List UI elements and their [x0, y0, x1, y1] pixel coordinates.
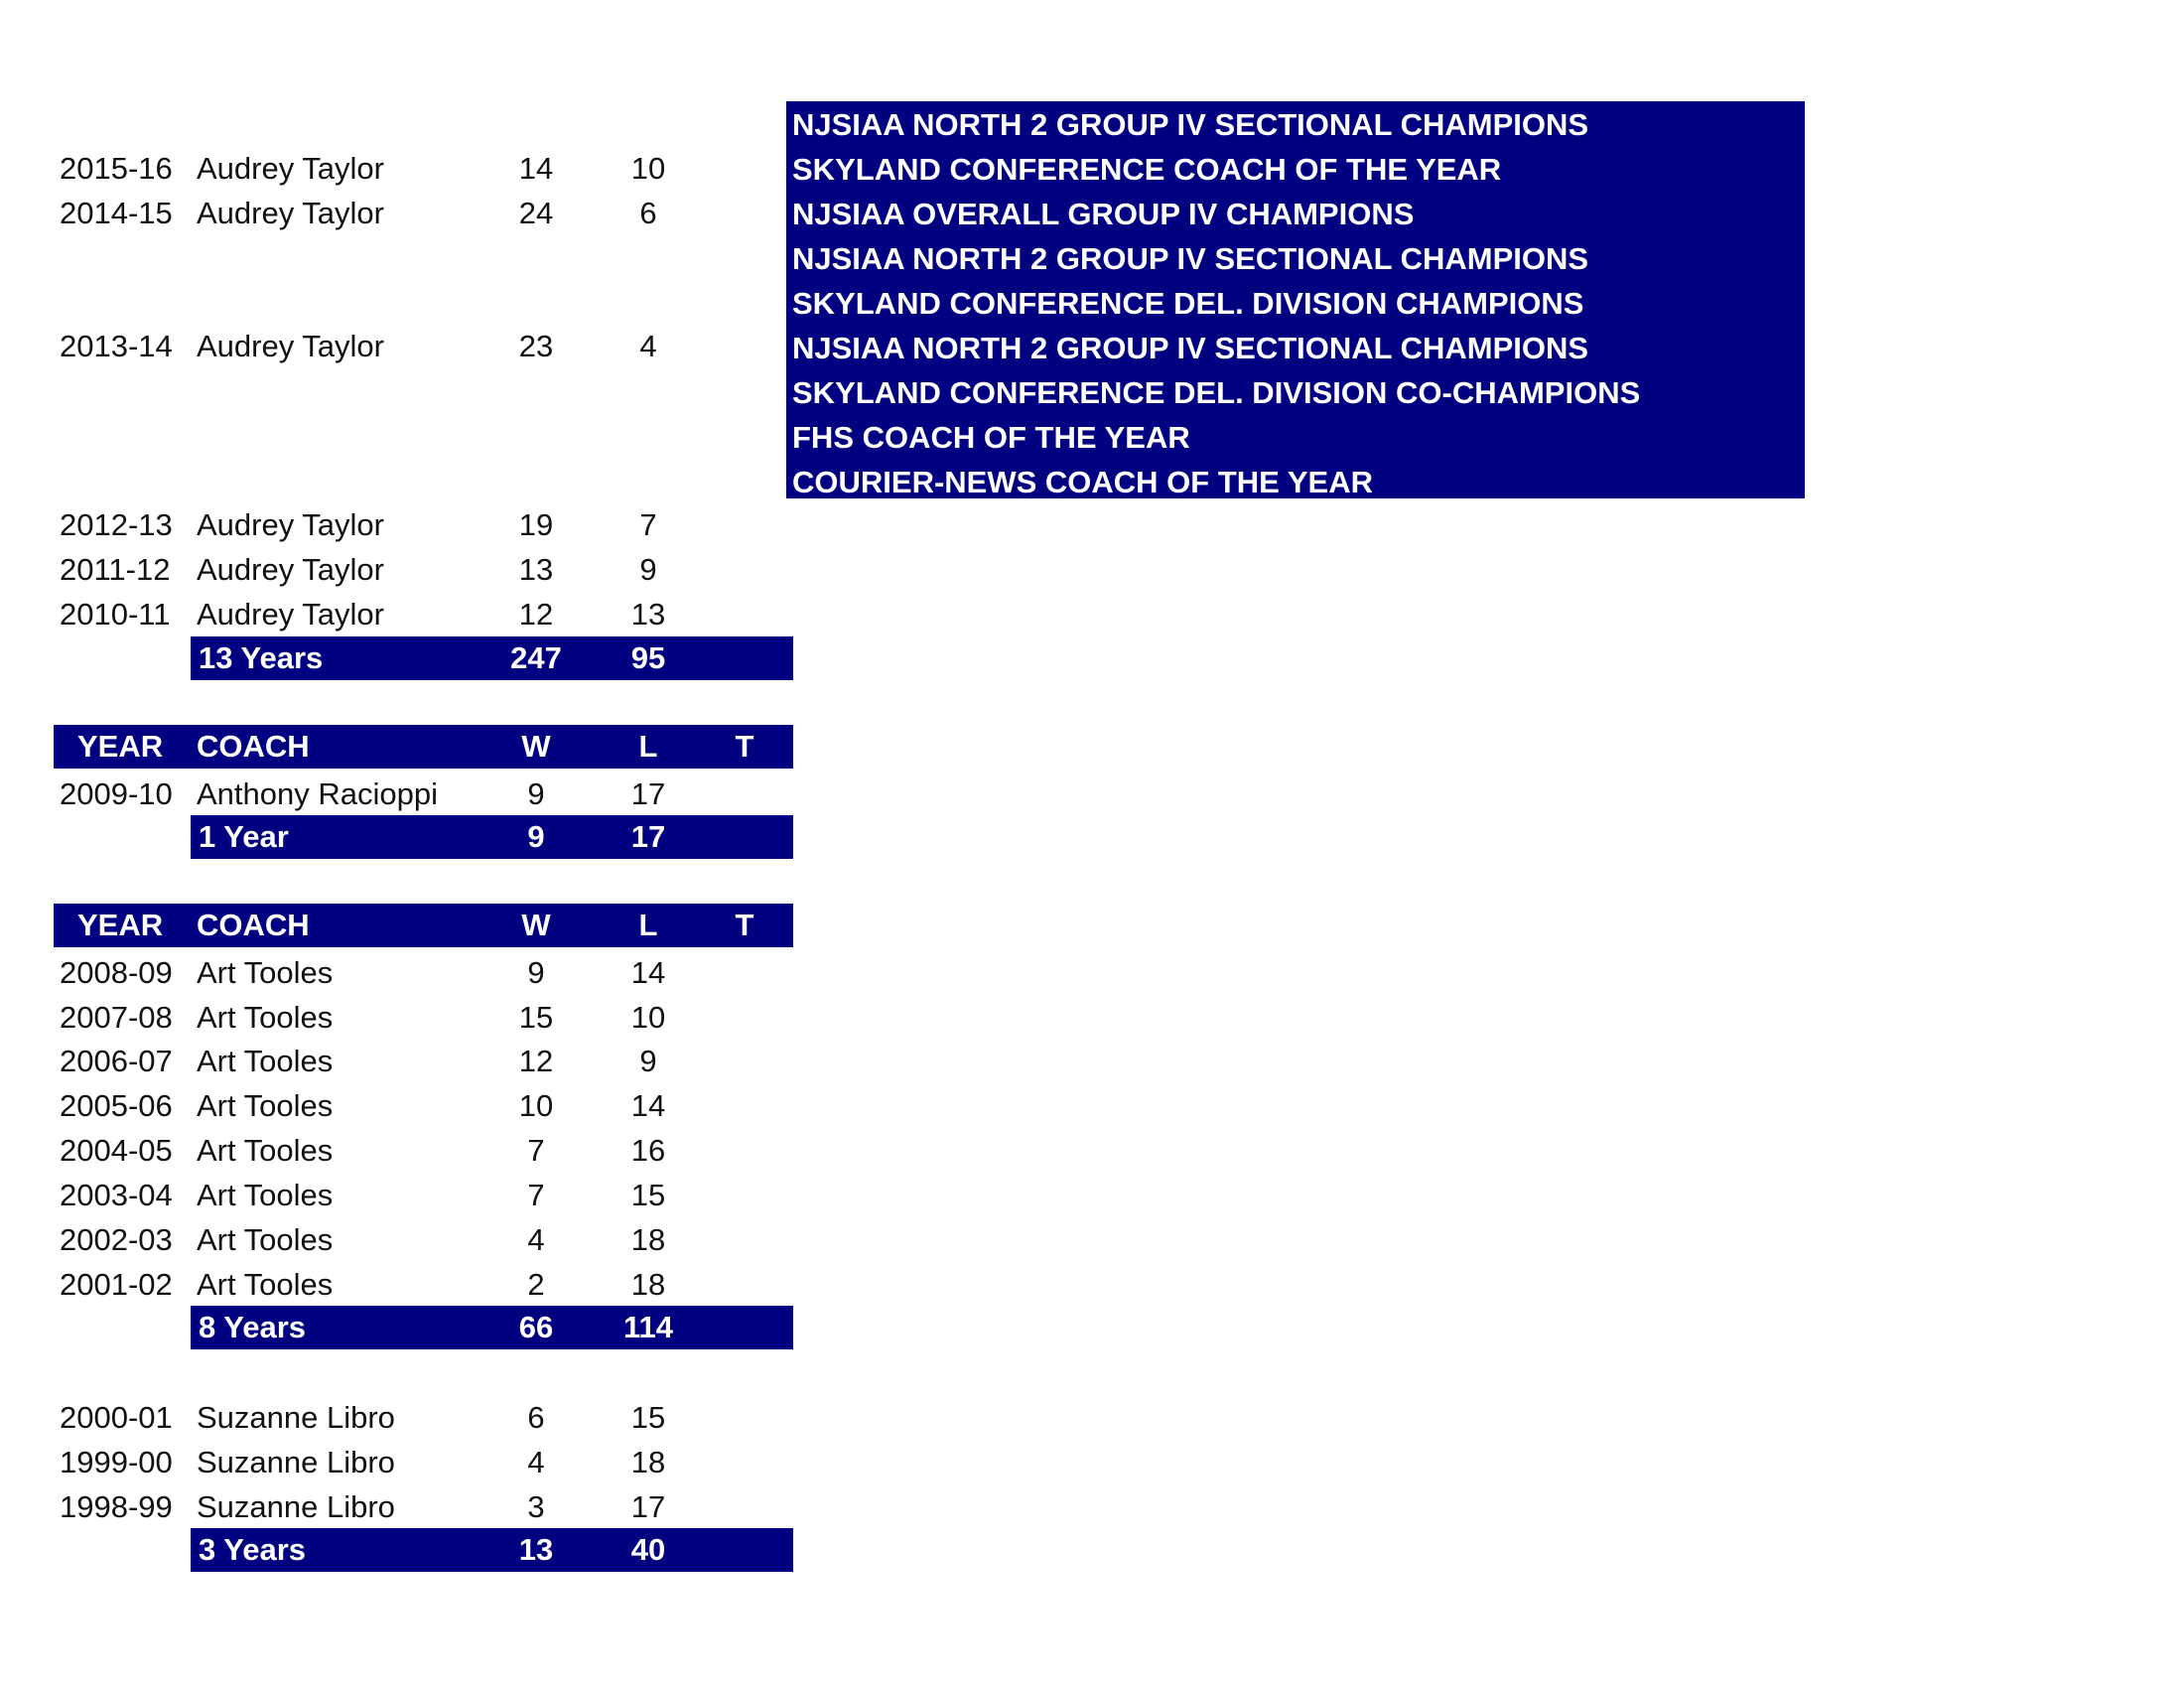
coach-cell: Art Tooles — [197, 1133, 334, 1168]
coach-cell: Art Tooles — [197, 1088, 334, 1123]
losses-cell: 7 — [639, 507, 657, 542]
honor-line: NJSIAA OVERALL GROUP IV CHAMPIONS — [792, 197, 1415, 231]
honor-line: SKYLAND CONFERENCE COACH OF THE YEAR — [792, 152, 1502, 187]
coach-cell: Audrey Taylor — [197, 329, 384, 363]
year-cell: 2015-16 — [60, 151, 173, 186]
total-label: 3 Years — [199, 1532, 307, 1567]
header-l: L — [638, 729, 658, 764]
wins-cell: 10 — [518, 1088, 554, 1123]
honor-line: SKYLAND CONFERENCE DEL. DIVISION CO-CHAMPIONS — [792, 375, 1641, 410]
wins-cell: 12 — [518, 1044, 554, 1078]
year-cell: 2012-13 — [60, 507, 173, 542]
header-t: T — [735, 908, 754, 942]
table-header — [54, 904, 793, 947]
coach-cell: Art Tooles — [197, 1044, 334, 1078]
wins-cell: 2 — [527, 1267, 545, 1302]
total-wins: 247 — [510, 640, 562, 675]
coach-cell: Audrey Taylor — [197, 196, 384, 230]
coach-cell: Audrey Taylor — [197, 151, 384, 186]
year-cell: 1998-99 — [60, 1489, 173, 1524]
total-losses: 114 — [622, 1310, 673, 1344]
total-label: 8 Years — [199, 1310, 307, 1344]
wins-cell: 4 — [527, 1222, 545, 1257]
wins-cell: 9 — [527, 776, 545, 811]
losses-cell: 18 — [630, 1445, 666, 1479]
wins-cell: 7 — [527, 1133, 545, 1168]
losses-cell: 6 — [639, 196, 657, 230]
total-losses: 95 — [630, 640, 666, 675]
coach-cell: Art Tooles — [197, 955, 334, 990]
year-cell: 2005-06 — [60, 1088, 173, 1123]
year-cell: 2013-14 — [60, 329, 173, 363]
coach-cell: Suzanne Libro — [197, 1489, 395, 1524]
losses-cell: 17 — [630, 1489, 666, 1524]
coach-cell: Audrey Taylor — [197, 552, 384, 587]
table-header — [54, 725, 793, 769]
total-label: 13 Years — [199, 640, 324, 675]
honor-line: COURIER-NEWS COACH OF THE YEAR — [792, 465, 1374, 499]
losses-cell: 9 — [639, 552, 657, 587]
honor-line: FHS COACH OF THE YEAR — [792, 420, 1190, 455]
total-label: 1 Year — [199, 819, 289, 854]
total-losses: 17 — [630, 819, 666, 854]
header-coach: COACH — [197, 729, 310, 764]
losses-cell: 14 — [630, 955, 666, 990]
total-wins: 9 — [527, 819, 545, 854]
losses-cell: 15 — [630, 1400, 666, 1435]
wins-cell: 14 — [518, 151, 554, 186]
year-cell: 2008-09 — [60, 955, 173, 990]
header-year: YEAR — [77, 729, 164, 764]
year-cell: 1999-00 — [60, 1445, 173, 1479]
header-w: W — [521, 729, 551, 764]
year-cell: 2006-07 — [60, 1044, 173, 1078]
year-cell: 2001-02 — [60, 1267, 173, 1302]
honor-line: SKYLAND CONFERENCE DEL. DIVISION CHAMPIONS — [792, 286, 1584, 321]
wins-cell: 4 — [527, 1445, 545, 1479]
wins-cell: 6 — [527, 1400, 545, 1435]
wins-cell: 3 — [527, 1489, 545, 1524]
losses-cell: 9 — [639, 1044, 657, 1078]
total-losses: 40 — [630, 1532, 666, 1567]
year-cell: 2003-04 — [60, 1178, 173, 1212]
losses-cell: 17 — [630, 776, 666, 811]
coach-cell: Suzanne Libro — [197, 1445, 395, 1479]
year-cell: 2000-01 — [60, 1400, 173, 1435]
coach-cell: Audrey Taylor — [197, 597, 384, 632]
year-cell: 2004-05 — [60, 1133, 173, 1168]
wins-cell: 12 — [518, 597, 554, 632]
wins-cell: 7 — [527, 1178, 545, 1212]
total-wins: 13 — [518, 1532, 554, 1567]
header-coach: COACH — [197, 908, 310, 942]
losses-cell: 10 — [630, 1000, 666, 1035]
losses-cell: 14 — [630, 1088, 666, 1123]
year-cell: 2011-12 — [60, 552, 171, 587]
coach-cell: Audrey Taylor — [197, 507, 384, 542]
losses-cell: 10 — [630, 151, 666, 186]
honor-line: NJSIAA NORTH 2 GROUP IV SECTIONAL CHAMPIONS — [792, 241, 1589, 276]
year-cell: 2002-03 — [60, 1222, 173, 1257]
coach-cell: Anthony Racioppi — [197, 776, 438, 811]
losses-cell: 18 — [630, 1222, 666, 1257]
wins-cell: 9 — [527, 955, 545, 990]
year-cell: 2007-08 — [60, 1000, 173, 1035]
honor-line: NJSIAA NORTH 2 GROUP IV SECTIONAL CHAMPIONS — [792, 331, 1589, 365]
header-year: YEAR — [77, 908, 164, 942]
header-w: W — [521, 908, 551, 942]
year-cell: 2010-11 — [60, 597, 171, 632]
coach-cell: Art Tooles — [197, 1178, 334, 1212]
losses-cell: 15 — [630, 1178, 666, 1212]
year-cell: 2014-15 — [60, 196, 173, 230]
year-cell: 2009-10 — [60, 776, 173, 811]
losses-cell: 4 — [639, 329, 657, 363]
coach-cell: Art Tooles — [197, 1000, 334, 1035]
losses-cell: 18 — [630, 1267, 666, 1302]
wins-cell: 19 — [518, 507, 554, 542]
wins-cell: 15 — [518, 1000, 554, 1035]
total-wins: 66 — [518, 1310, 554, 1344]
coach-cell: Suzanne Libro — [197, 1400, 395, 1435]
coach-cell: Art Tooles — [197, 1222, 334, 1257]
wins-cell: 23 — [518, 329, 554, 363]
wins-cell: 24 — [518, 196, 554, 230]
header-l: L — [638, 908, 658, 942]
honors-panel — [786, 101, 1805, 498]
coach-cell: Art Tooles — [197, 1267, 334, 1302]
losses-cell: 13 — [630, 597, 666, 632]
honor-line: NJSIAA NORTH 2 GROUP IV SECTIONAL CHAMPIONS — [792, 107, 1589, 142]
header-t: T — [735, 729, 754, 764]
losses-cell: 16 — [630, 1133, 666, 1168]
wins-cell: 13 — [518, 552, 554, 587]
